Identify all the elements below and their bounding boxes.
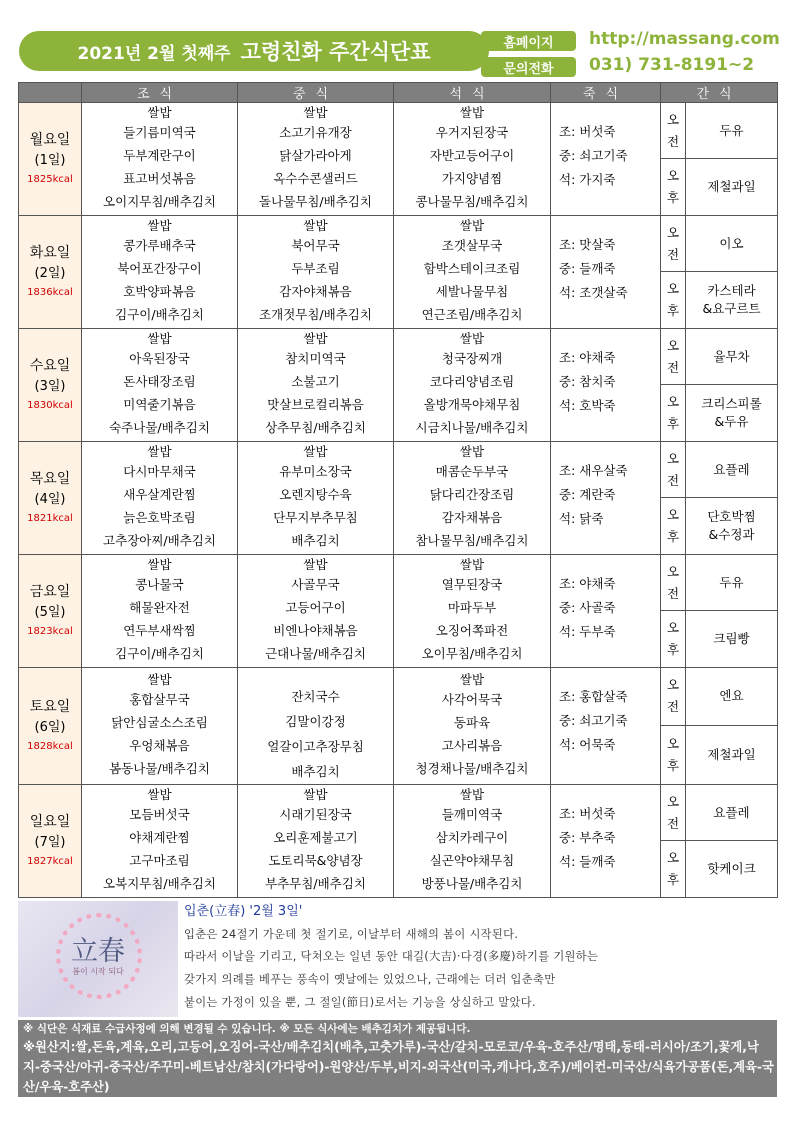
- dinner-cell: [394, 442, 551, 555]
- menu-item: 조개젓무침/배추김치: [259, 307, 372, 322]
- porridge-item: 석: 닭죽: [559, 511, 604, 526]
- lunch-cell: [238, 785, 394, 898]
- porridge-item: 석: 들깨죽: [559, 854, 616, 869]
- label-char: 오: [666, 735, 680, 751]
- day-cell: [19, 442, 82, 555]
- porridge-cell: [551, 103, 661, 216]
- menu-item: 봄동나물/배추김치: [109, 761, 210, 776]
- menu-item: 올방개묵야채무침: [423, 397, 521, 412]
- header: [19, 28, 779, 82]
- day-date: (1일): [34, 153, 66, 168]
- menu-item: 부추무침/배추김치: [265, 876, 366, 891]
- day-row: [19, 103, 778, 159]
- day-date: (3일): [34, 379, 66, 394]
- porridge-item: 조: 맛살죽: [559, 237, 616, 252]
- menu-item: 소불고기: [291, 374, 340, 389]
- label-char: 전: [666, 472, 680, 488]
- label-char: 오: [666, 793, 680, 809]
- porridge-item: 중: 들깨죽: [559, 261, 616, 276]
- menu-item: 우거지된장국: [435, 125, 509, 140]
- day-cell: [19, 329, 82, 442]
- snack-am-label: [661, 103, 686, 159]
- menu-item: 북어포간장구이: [117, 261, 202, 276]
- menu-item: 고추장아찌/배추김치: [103, 533, 216, 548]
- menu-item: 감자채볶음: [441, 510, 503, 525]
- menu-item: 실곤약야채무침: [429, 853, 515, 868]
- day-date: (7일): [34, 835, 66, 850]
- menu-item: 닭살가라아게: [279, 148, 352, 163]
- menu-item: 콩나물국: [135, 577, 184, 592]
- snack-text: 요플레: [713, 804, 750, 820]
- menu-item: 함박스테이크조림: [423, 261, 521, 276]
- menu-item: 자반고등어구이: [429, 148, 515, 163]
- menu-item: 숙주나물/배추김치: [109, 420, 210, 435]
- info-line: 따라서 이날을 기리고, 닥쳐오는 일년 동안 대길(大吉)·다경(多慶)하기를 기원하는: [184, 950, 599, 963]
- menu-item: 오렌지탕수육: [279, 487, 352, 502]
- porridge-item: 석: 호박죽: [559, 398, 616, 413]
- label-char: 오: [666, 450, 680, 466]
- dinner-cell: [394, 555, 551, 668]
- porridge-cell: [551, 668, 661, 785]
- col-snack: 간식: [661, 83, 778, 103]
- day-name: 토요일: [29, 699, 71, 715]
- menu-item: 배추김치: [291, 764, 340, 779]
- label-char: 전: [666, 699, 680, 715]
- snack-text: 이오: [719, 235, 744, 251]
- snack-text: 요플레: [713, 461, 750, 477]
- menu-item: 참나물무침/배추김치: [415, 533, 529, 548]
- label-char: 후: [666, 529, 680, 544]
- menu-item: 호박양파볶음: [123, 284, 196, 299]
- porridge-item: 조: 홍합살죽: [559, 689, 628, 704]
- menu-item: 김말이강정: [285, 714, 346, 729]
- label-char: 오: [666, 620, 680, 635]
- porridge-cell: [551, 785, 661, 898]
- menu-item: 얼갈이고추장무침: [267, 739, 364, 754]
- porridge-cell: [551, 329, 661, 442]
- notice-line: ※ 식단은 식재료 수급사정에 의해 변경될 수 있습니다. ※ 모든 식사에는 배추김치가 제공됩니다.: [23, 1023, 471, 1035]
- snack-line: 크리스피롤: [701, 396, 762, 411]
- menu-item: 들기름미역국: [123, 125, 196, 140]
- menu-item: 배추김치: [291, 533, 340, 548]
- day-date: (2일): [34, 266, 66, 281]
- info-line: 입춘은 24절기 가운데 첫 절기로, 이날부터 새해의 봄이 시작된다.: [184, 928, 519, 941]
- snack-line: 제철과일: [707, 746, 756, 762]
- info-title: 입춘(立春) '2월 3일': [184, 904, 303, 919]
- day-date: (4일): [34, 492, 66, 507]
- snack-pm: [686, 385, 778, 442]
- day-row: [19, 555, 778, 611]
- menu-item: 쌀밥: [459, 557, 485, 572]
- label-char: 전: [666, 133, 680, 149]
- day-row: [19, 329, 778, 385]
- menu-item: 쌀밥: [459, 331, 485, 346]
- day-date: (5일): [34, 605, 66, 620]
- menu-item: 쌀밥: [147, 331, 172, 346]
- snack-am: [686, 668, 778, 726]
- menu-item: 오이지무침/배추김치: [103, 194, 216, 209]
- menu-item: 연근조림/배추김치: [421, 307, 523, 322]
- menu-item: 도토리묵&양념장: [268, 853, 363, 868]
- snack-line: &수정과: [708, 527, 755, 542]
- label-char: 오: [666, 850, 680, 865]
- lunch-cell: [238, 216, 394, 329]
- porridge-item: 조: 야채죽: [559, 576, 616, 591]
- title-date: 2021년 2월 첫째주: [77, 43, 231, 64]
- menu-item: 쌀밥: [459, 105, 485, 120]
- menu-item: 오리훈제불고기: [273, 830, 358, 845]
- porridge-item: 중: 참치죽: [559, 374, 616, 389]
- menu-item: 표고버섯볶음: [123, 171, 196, 186]
- porridge-item: 석: 두부죽: [559, 624, 616, 639]
- menu-item: 모듬버섯국: [129, 807, 190, 822]
- breakfast-cell: [82, 785, 238, 898]
- breakfast-cell: [82, 668, 238, 785]
- day-name: 화요일: [29, 245, 71, 261]
- snack-text: [686, 746, 777, 764]
- menu-item: 홍합살무국: [129, 692, 190, 707]
- porridge-item: 조: 버섯죽: [559, 124, 616, 139]
- menu-item: [238, 668, 393, 684]
- porridge-item: 조: 버섯죽: [559, 806, 616, 821]
- label-char: 오: [666, 281, 680, 296]
- snack-line: 카스테라: [707, 283, 756, 298]
- snack-am: [686, 442, 778, 498]
- menu-item: 열무된장국: [441, 577, 503, 592]
- snack-am-label: [661, 216, 686, 272]
- snack-pm: [686, 272, 778, 329]
- day-name: 금요일: [29, 584, 71, 600]
- menu-item: 방풍나물/배추김치: [421, 876, 523, 891]
- menu-item: 가지양념찜: [441, 171, 503, 186]
- menu-item: 북어무국: [291, 238, 340, 253]
- menu-item: 옥수수콘샐러드: [273, 171, 358, 186]
- homepage-label: 홈페이지: [481, 31, 576, 51]
- label-char: 후: [666, 416, 680, 431]
- label-char: 오: [666, 224, 680, 240]
- label-char: 오: [666, 168, 680, 183]
- snack-text: 두유: [719, 122, 744, 138]
- day-row: [19, 442, 778, 498]
- menu-item: 고등어구이: [285, 600, 346, 615]
- menu-item: 미역줄기볶음: [123, 397, 196, 412]
- lunch-cell: [238, 329, 394, 442]
- menu-item: 닭안심굴소스조림: [111, 715, 208, 730]
- breakfast-cell: [82, 103, 238, 216]
- label-char: 오: [666, 111, 680, 127]
- menu-item: 쌀밥: [303, 105, 328, 120]
- snack-pm-label: [661, 611, 686, 668]
- menu-item: 쌀밥: [303, 557, 328, 572]
- lunch-cell: [238, 668, 394, 785]
- label-char: 전: [666, 585, 680, 601]
- menu-item: 코다리양념조림: [429, 374, 515, 389]
- day-name: 일요일: [29, 814, 71, 830]
- menu-item: 야채계란찜: [129, 830, 190, 845]
- day-cell: [19, 555, 82, 668]
- menu-item: 새우살계란찜: [123, 487, 196, 502]
- day-name: 월요일: [29, 132, 71, 148]
- menu-item: 사각어묵국: [441, 692, 503, 707]
- dinner-cell: [394, 216, 551, 329]
- menu-item: 쌀밥: [303, 787, 328, 802]
- ipchun-caption: 봄이 시작 되다: [72, 967, 124, 976]
- menu-item: 쌀밥: [147, 557, 172, 572]
- menu-item: 고구마조림: [129, 853, 190, 868]
- snack-line: &두유: [714, 414, 749, 429]
- breakfast-cell: [82, 216, 238, 329]
- day-row: [19, 216, 778, 272]
- porridge-item: 중: 사골죽: [559, 600, 616, 615]
- menu-item: 오복지무침/배추김치: [103, 876, 216, 891]
- snack-text: [686, 282, 777, 318]
- day-cell: [19, 216, 82, 329]
- porridge-cell: [551, 442, 661, 555]
- menu-item: 근대나물/배추김치: [265, 646, 366, 661]
- menu-item: 오이무침/배추김치: [421, 646, 523, 661]
- snack-line: 제철과일: [707, 179, 756, 194]
- menu-item: 쌀밥: [147, 105, 172, 120]
- menu-item: 마파두부: [447, 600, 497, 615]
- day-kcal: 1836kcal: [27, 287, 73, 298]
- menu-item: 동파육: [453, 715, 491, 730]
- snack-line: &요구르트: [702, 301, 761, 316]
- snack-text: [686, 860, 777, 878]
- lunch-cell: [238, 442, 394, 555]
- menu-item: 소고기유개장: [279, 125, 352, 140]
- menu-item: 단무지부추무침: [273, 510, 358, 525]
- corner-cell: [19, 83, 82, 103]
- dinner-cell: [394, 668, 551, 785]
- day-kcal: 1821kcal: [27, 513, 73, 524]
- menu-item: 사골무국: [291, 577, 340, 592]
- menu-item: 조갯살무국: [441, 238, 503, 253]
- col-lunch: 중식: [238, 83, 394, 103]
- menu-item: 두부계란구이: [123, 148, 196, 163]
- menu-item: 잔치국수: [291, 689, 340, 704]
- snack-am: [686, 216, 778, 272]
- menu-item: 삼치카레구이: [435, 830, 509, 845]
- label-char: 전: [666, 815, 680, 831]
- day-kcal: 1828kcal: [27, 741, 73, 752]
- origin-text: ※원산지:쌀,돈육,계육,오리,고등어,오징어-국산/배추김치(배추,고춧가루)-국산/갈치-모로코/우육-호주산/명태,동태-러시아/조기,꽃게,낙지-중국산/아귀-중국산/주꾸미-베트남산/참치(가다랑어)-원양산/두부,비지-외국산(미국,캐나다,호주)/베이컨-미국산/식육가공품(돈,계육-국산/우육-호주산): [23, 1040, 774, 1094]
- day-cell: [19, 785, 82, 898]
- menu-item: 청국장찌개: [441, 351, 503, 366]
- menu-item: 연두부새싹찜: [123, 623, 196, 638]
- lunch-cell: [238, 103, 394, 216]
- snack-am-label: [661, 555, 686, 611]
- snack-pm-label: [661, 385, 686, 442]
- label-char: 후: [666, 757, 680, 773]
- menu-item: 콩가루배추국: [123, 238, 196, 253]
- snack-text: [686, 395, 777, 431]
- contact-phone: 031) 731-8191~2: [589, 55, 755, 75]
- menu-item: 들깨미역국: [441, 807, 503, 822]
- porridge-item: 중: 쇠고기죽: [559, 713, 628, 728]
- snack-text: [686, 508, 777, 544]
- menu-item: 쌀밥: [459, 787, 485, 802]
- menu-item: 쌀밥: [303, 444, 328, 459]
- breakfast-cell: [82, 442, 238, 555]
- day-row: [19, 668, 778, 726]
- info-line: 붙이는 가정이 있을 뿐, 그 절일(節日)로서는 기능을 상실하고 말았다.: [184, 996, 536, 1009]
- menu-item: 청경채나물/배추김치: [415, 761, 529, 776]
- day-kcal: 1830kcal: [27, 400, 73, 411]
- snack-am-label: [661, 442, 686, 498]
- menu-item: 쌀밥: [147, 218, 172, 233]
- menu-item: 시금치나물/배추김치: [415, 420, 529, 435]
- day-row: [19, 785, 778, 841]
- snack-pm: [686, 611, 778, 668]
- ipchun-image: [18, 901, 178, 1017]
- snack-pm: [686, 841, 778, 898]
- menu-item: 유부미소장국: [279, 464, 352, 479]
- menu-item: 시래기된장국: [279, 807, 352, 822]
- menu-item: 쌀밥: [459, 444, 485, 459]
- dinner-cell: [394, 785, 551, 898]
- snack-pm: [686, 725, 778, 784]
- ipchun-info: [18, 901, 777, 1019]
- menu-item: 우엉채볶음: [129, 738, 190, 753]
- menu-item: 쌀밥: [147, 787, 172, 802]
- menu-item: 콩나물무침/배추김치: [415, 194, 529, 209]
- menu-item: 쌀밥: [147, 672, 172, 687]
- day-kcal: 1825kcal: [27, 174, 73, 185]
- menu-item: 매콤순두부국: [435, 464, 509, 479]
- label-char: 전: [666, 246, 680, 262]
- porridge-cell: [551, 555, 661, 668]
- porridge-item: 조: 야채죽: [559, 350, 616, 365]
- snack-am: [686, 555, 778, 611]
- menu-item: 돌나물무침/배추김치: [259, 194, 372, 209]
- homepage-link[interactable]: http://massang.com: [589, 29, 780, 49]
- menu-item: 돈사태장조림: [123, 374, 196, 389]
- snack-pm-label: [661, 725, 686, 784]
- snack-am-label: [661, 668, 686, 726]
- table-header-row: [19, 83, 778, 103]
- menu-item: 쌀밥: [303, 331, 328, 346]
- menu-item: 쌀밥: [459, 672, 485, 687]
- menu-item: 오징어쪽파전: [435, 623, 509, 638]
- day-kcal: 1823kcal: [27, 626, 73, 637]
- day-name: 목요일: [29, 471, 71, 487]
- snack-line: 단호박찜: [707, 509, 756, 524]
- label-char: 오: [666, 507, 680, 522]
- label-char: 오: [666, 677, 680, 693]
- snack-pm: [686, 159, 778, 216]
- col-breakfast: 조식: [82, 83, 238, 103]
- menu-title: [19, 31, 489, 71]
- label-char: 후: [666, 872, 680, 887]
- menu-item: 쌀밥: [303, 218, 328, 233]
- snack-am-label: [661, 785, 686, 841]
- snack-line: 핫케이크: [707, 861, 756, 876]
- label-char: 후: [666, 303, 680, 318]
- snack-text: 율무차: [713, 348, 750, 364]
- weekly-menu-table: [18, 82, 778, 898]
- ipchun-hanja: 立春: [71, 936, 125, 967]
- col-porridge: 죽식: [551, 83, 661, 103]
- contact-label: 문의전화: [481, 57, 576, 77]
- menu-item: 세발나물무침: [435, 284, 509, 299]
- porridge-item: 석: 가지죽: [559, 172, 616, 187]
- menu-item: 늙은호박조림: [123, 510, 196, 525]
- porridge-cell: [551, 216, 661, 329]
- porridge-item: 중: 부추죽: [559, 830, 616, 845]
- snack-text: 엔요: [719, 688, 744, 704]
- menu-item: 쌀밥: [147, 444, 172, 459]
- menu-item: 상추무침/배추김치: [265, 420, 366, 435]
- snack-pm-label: [661, 841, 686, 898]
- breakfast-cell: [82, 329, 238, 442]
- menu-item: 김구이/배추김치: [115, 307, 204, 322]
- snack-text: [686, 630, 777, 648]
- snack-am: [686, 329, 778, 385]
- menu-item: 닭다리간장조림: [429, 487, 515, 502]
- label-char: 후: [666, 190, 680, 205]
- snack-pm: [686, 498, 778, 555]
- snack-am: [686, 785, 778, 841]
- breakfast-cell: [82, 555, 238, 668]
- menu-item: 참치미역국: [285, 351, 346, 366]
- menu-item: 두부조림: [291, 261, 340, 276]
- snack-text: 두유: [719, 574, 744, 590]
- day-cell: [19, 668, 82, 785]
- snack-pm-label: [661, 272, 686, 329]
- menu-item: 감자야채볶음: [279, 284, 352, 299]
- menu-item: 김구이/배추김치: [115, 646, 204, 661]
- snack-line: 크림빵: [713, 631, 750, 646]
- dinner-cell: [394, 103, 551, 216]
- label-char: 오: [666, 394, 680, 409]
- snack-pm-label: [661, 159, 686, 216]
- day-name: 수요일: [29, 358, 71, 374]
- label-char: 후: [666, 642, 680, 657]
- menu-item: 비엔나야채볶음: [273, 623, 358, 638]
- day-date: (6일): [34, 720, 66, 735]
- label-char: 전: [666, 359, 680, 375]
- dinner-cell: [394, 329, 551, 442]
- info-line: 갖가지 의례를 베푸는 풍속이 옛날에는 있었으나, 근래에는 더러 입춘축만: [184, 973, 556, 986]
- porridge-item: 중: 쇠고기죽: [559, 148, 628, 163]
- snack-am-label: [661, 329, 686, 385]
- menu-item: 해물완자전: [129, 600, 190, 615]
- label-char: 오: [666, 563, 680, 579]
- notice-box: [18, 1020, 777, 1097]
- menu-item: 아욱된장국: [129, 351, 190, 366]
- day-cell: [19, 103, 82, 216]
- day-kcal: 1827kcal: [27, 856, 73, 867]
- snack-am: [686, 103, 778, 159]
- label-char: 오: [666, 337, 680, 353]
- lunch-cell: [238, 555, 394, 668]
- porridge-item: 중: 계란죽: [559, 487, 616, 502]
- title-main: 고령친화 주간식단표: [240, 40, 431, 64]
- snack-text: [686, 178, 777, 196]
- menu-item: 고사리볶음: [441, 738, 503, 753]
- porridge-item: 조: 새우살죽: [559, 463, 628, 478]
- porridge-item: 석: 어묵죽: [559, 737, 616, 752]
- porridge-item: 석: 조갯살죽: [559, 285, 628, 300]
- snack-pm-label: [661, 498, 686, 555]
- menu-item: 맛살브로컬리볶음: [267, 397, 364, 412]
- menu-item: 쌀밥: [459, 218, 485, 233]
- menu-item: 다시마무채국: [123, 464, 196, 479]
- col-dinner: 석식: [394, 83, 551, 103]
